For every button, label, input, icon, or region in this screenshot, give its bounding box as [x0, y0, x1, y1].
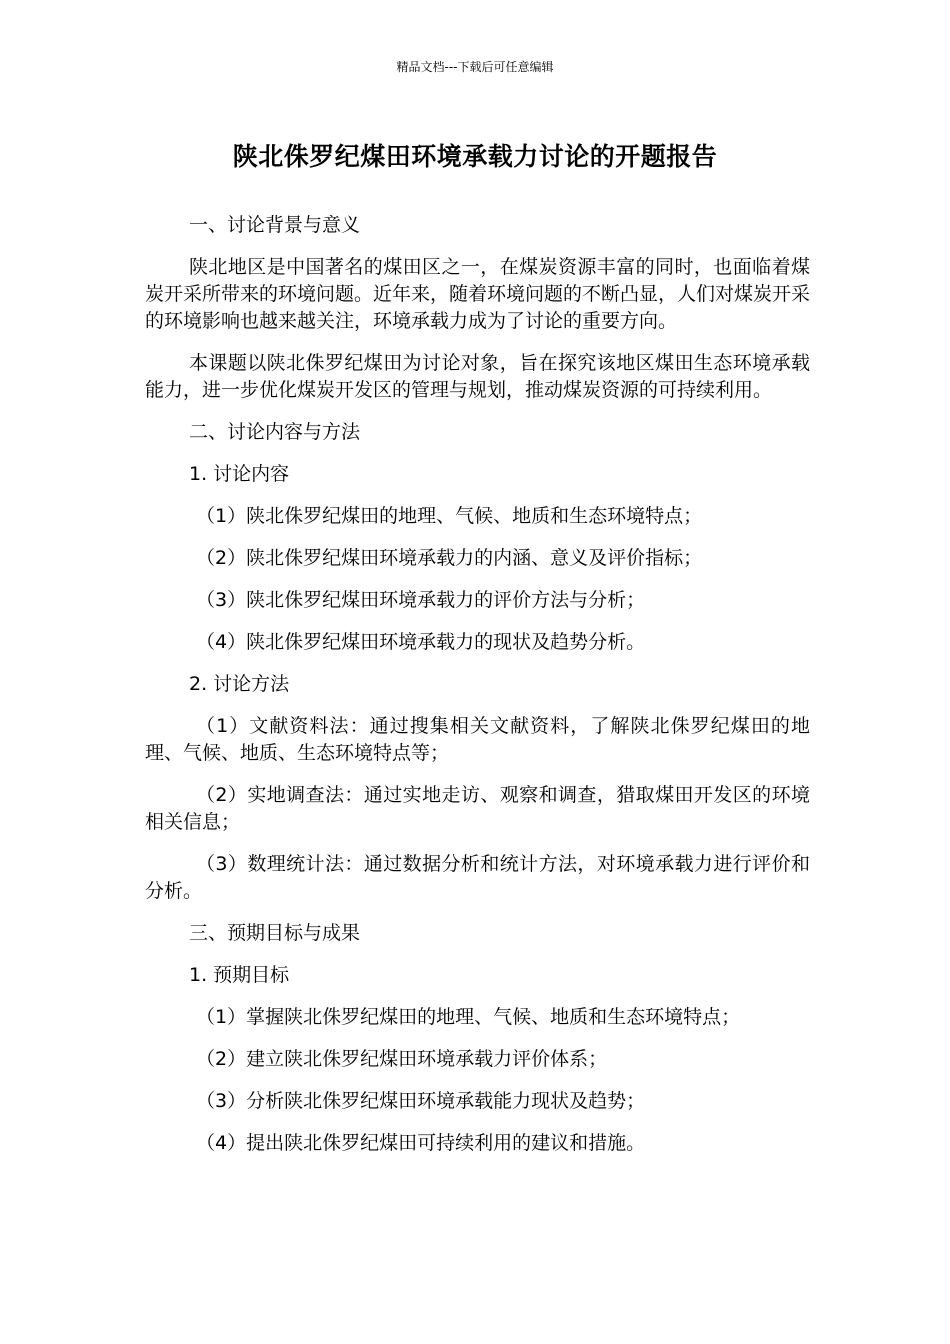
goal-item: （2）建立陕北侏罗纪煤田环境承载力评价体系； — [196, 1048, 608, 1070]
method-item: （2）实地调查法：通过实地走访、观察和调查，猎取煤田开发区的环境相关信息； — [145, 784, 810, 833]
goal-subheading: 1. 预期目标 — [189, 964, 290, 986]
goal-item: （3）分析陕北侏罗纪煤田环境承载能力现状及趋势； — [196, 1090, 646, 1112]
page-header-note: 精品文档---下载后可任意编辑 — [396, 60, 554, 74]
content-item: （3）陕北侏罗纪煤田环境承载力的评价方法与分析； — [196, 589, 646, 611]
content-item: （4）陕北侏罗纪煤田环境承载力的现状及趋势分析。 — [196, 631, 646, 653]
goal-item: （4）提出陕北侏罗纪煤田可持续利用的建议和措施。 — [196, 1132, 646, 1154]
section1-heading: 一、讨论背景与意义 — [189, 214, 361, 236]
document-title: 陕北侏罗纪煤田环境承载力讨论的开题报告 — [232, 142, 718, 171]
document-body — [145, 212, 810, 1157]
method-item: （1）文献资料法：通过搜集相关文献资料，了解陕北侏罗纪煤田的地理、气候、地质、生态环境特点等； — [145, 715, 810, 764]
content-subheading: 1. 讨论内容 — [189, 463, 290, 485]
method-subheading: 2. 讨论方法 — [189, 673, 290, 695]
content-item: （1）陕北侏罗纪煤田的地理、气候、地质和生态环境特点； — [196, 505, 703, 527]
content-item: （2）陕北侏罗纪煤田环境承载力的内涵、意义及评价指标； — [196, 547, 703, 569]
section1-paragraph-1: 陕北地区是中国著名的煤田区之一，在煤炭资源丰富的同时，也面临着煤炭开采所带来的环境问题。近年来，随着环境问题的不断凸显，人们对煤炭开采的环境影响也越来越关注，环境承载力成为了讨论的重要方向。 — [145, 256, 811, 332]
section1-paragraph-2: 本课题以陕北侏罗纪煤田为讨论对象，旨在探究该地区煤田生态环境承载能力，进一步优化煤炭开发区的管理与规划，推动煤炭资源的可持续利用。 — [145, 352, 810, 401]
method-item: （3）数理统计法：通过数据分析和统计方法，对环境承载力进行评价和分析。 — [145, 853, 810, 902]
section3-heading: 三、预期目标与成果 — [189, 922, 361, 944]
section2-heading: 二、讨论内容与方法 — [189, 421, 361, 443]
goal-item: （1）掌握陕北侏罗纪煤田的地理、气候、地质和生态环境特点； — [196, 1006, 741, 1028]
